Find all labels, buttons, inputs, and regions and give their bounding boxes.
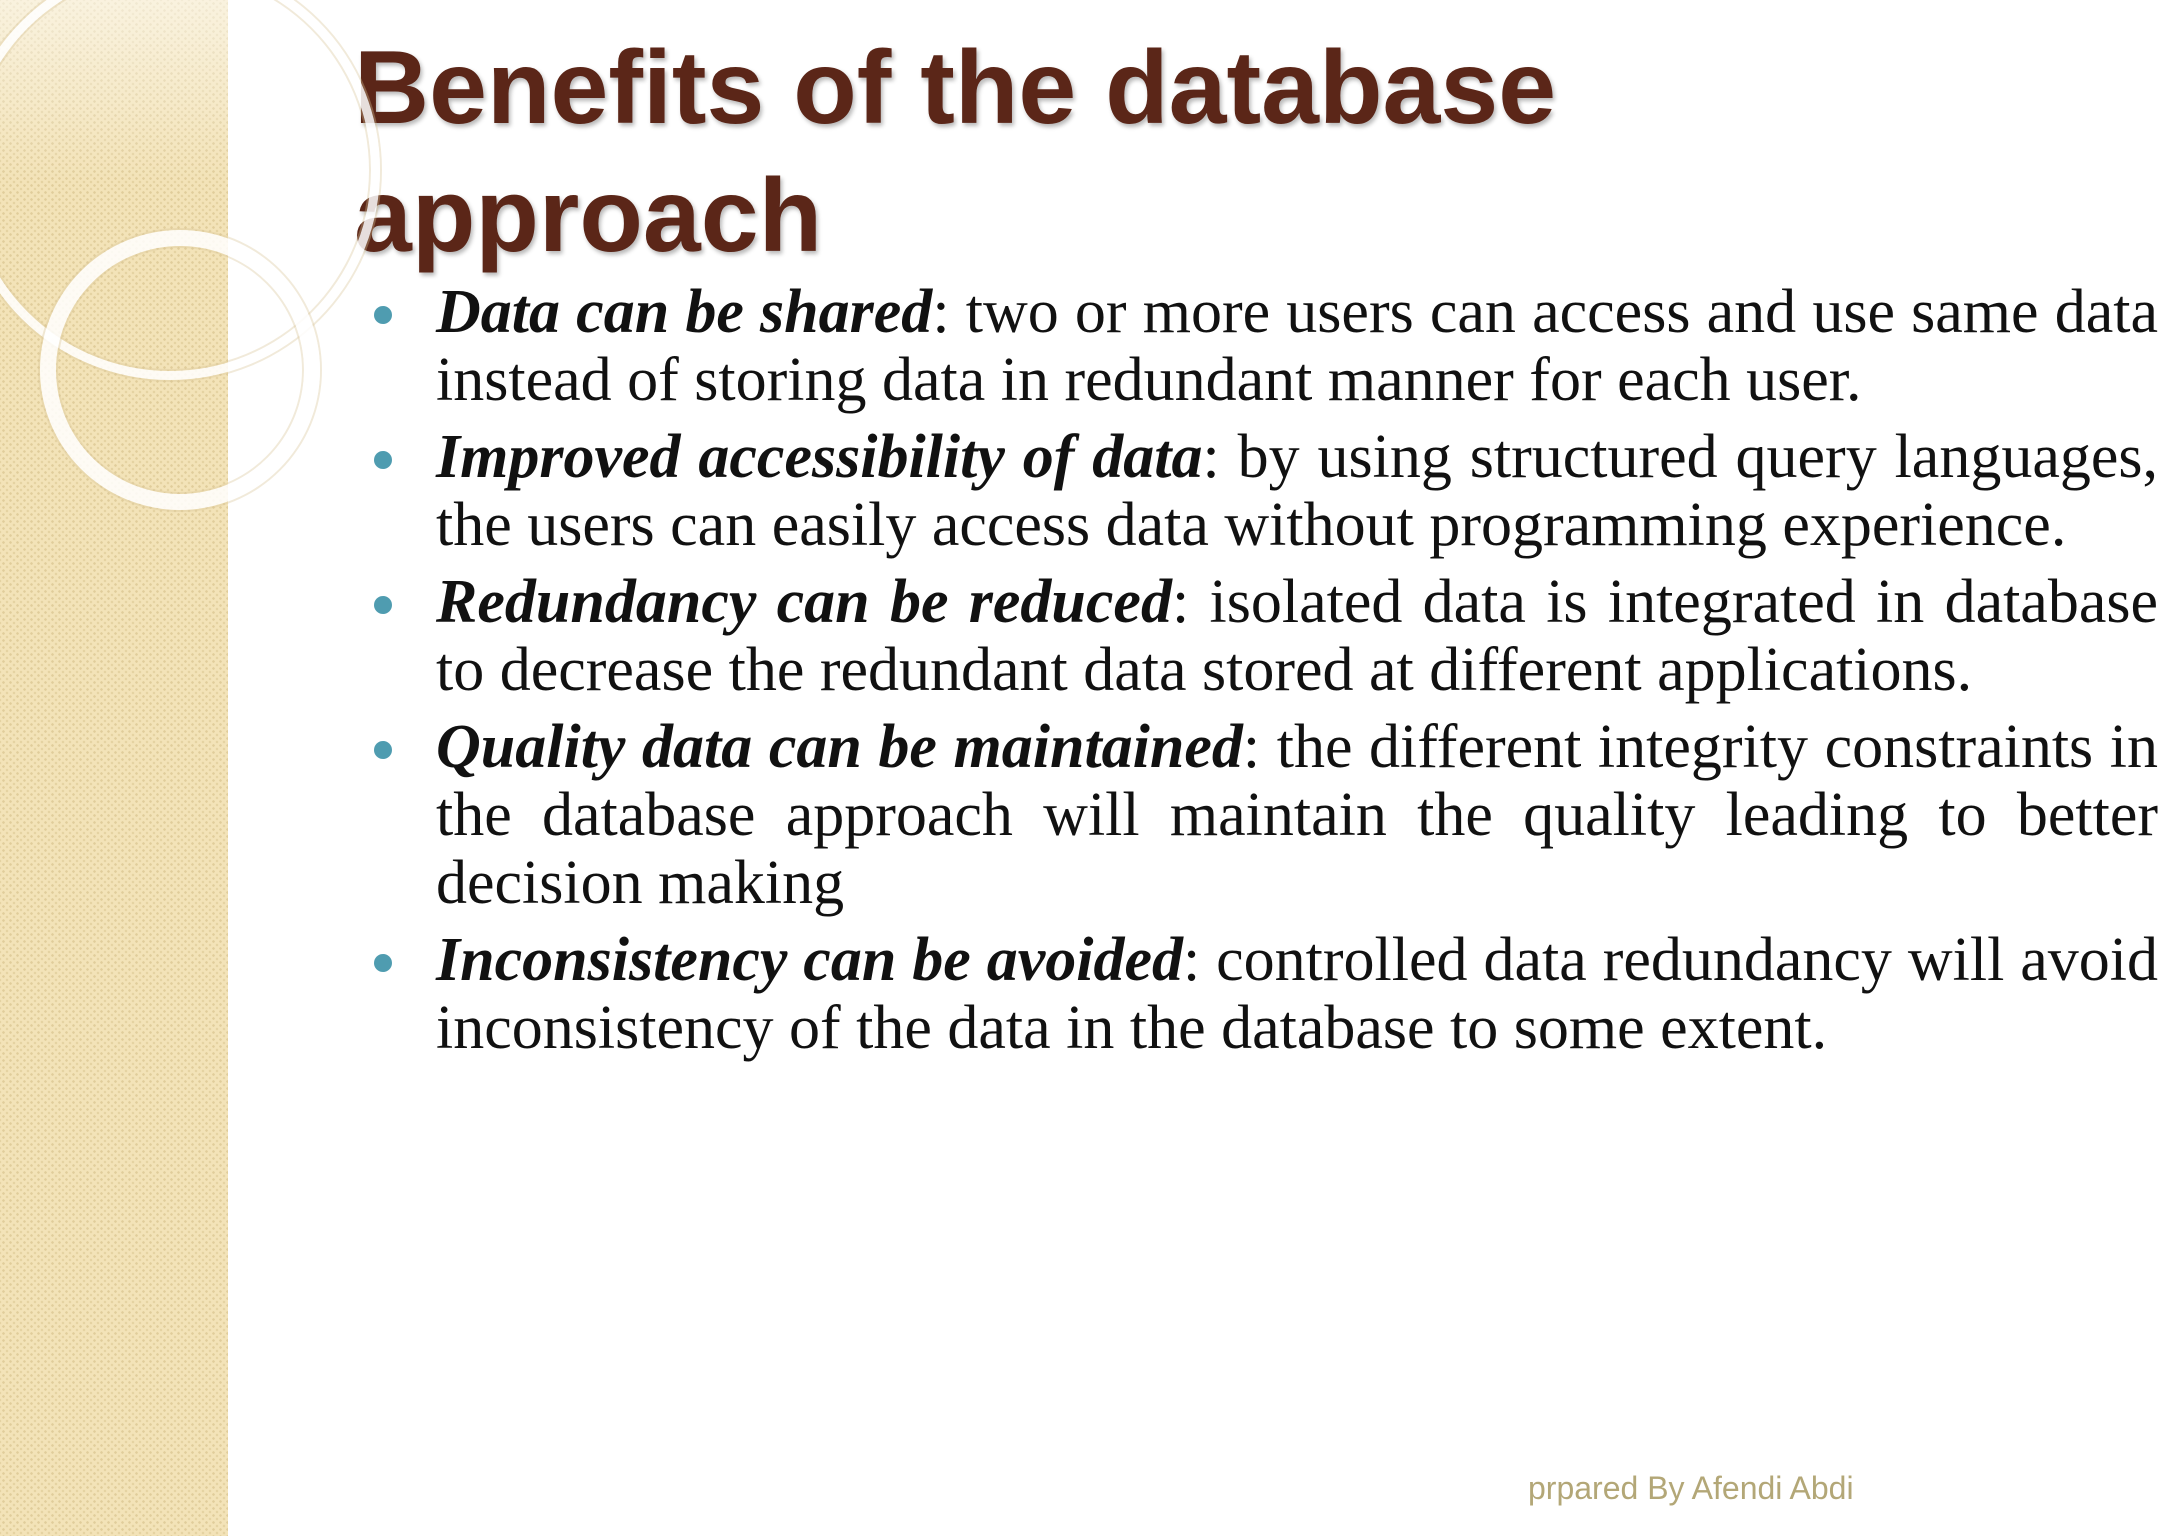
slide-footer: prpared By Afendi Abdi <box>1528 1470 1854 1506</box>
bullet-description: by using structured query languages, the users can easily access data without programming experience. <box>436 423 2158 559</box>
bullet-dot-icon <box>374 451 392 469</box>
bullet-separator: : <box>932 278 950 346</box>
bullet-item-inconsistency <box>368 926 2168 1062</box>
bullet-term: Data can be shared <box>436 278 933 346</box>
bullet-dot-icon <box>374 306 392 324</box>
bullet-separator: : <box>1242 713 1261 781</box>
bullet-term: Quality data can be maintained <box>436 713 1243 781</box>
bullet-text <box>436 713 2158 917</box>
bullet-item-quality <box>368 713 2168 917</box>
bullet-dot-icon <box>374 954 392 972</box>
bullet-text <box>436 926 2158 1062</box>
bullet-separator: : <box>1171 568 1190 636</box>
decorative-ring <box>40 230 320 510</box>
bullet-text <box>436 278 2158 414</box>
bullet-description: isolated data is integrated in database to decrease the redundant data stored at different applications. <box>436 568 2158 704</box>
bullet-description: controlled data redundancy will avoid inconsistency of the data in the database to some extent. <box>436 926 2158 1062</box>
content-panel <box>228 0 2158 1536</box>
bullet-list <box>368 278 2168 1071</box>
bullet-dot-icon <box>374 596 392 614</box>
bullet-dot-icon <box>374 741 392 759</box>
bullet-separator: : <box>1202 423 1220 491</box>
slide-title: Benefits of the database approach <box>354 30 1557 274</box>
bullet-text <box>436 423 2158 559</box>
bullet-term: Redundancy can be reduced <box>436 568 1172 636</box>
bullet-item-redundancy <box>368 568 2168 704</box>
bullet-item-data-shared <box>368 278 2168 414</box>
bullet-description: two or more users can access and use same data instead of storing data in redundant manner for each user. <box>436 278 2158 414</box>
bullet-description: the different integrity constraints in the database approach will maintain the quality leading to better decision making <box>436 713 2158 917</box>
bullet-term: Improved accessibility of data <box>436 423 1203 491</box>
bullet-separator: : <box>1182 926 1201 994</box>
bullet-text <box>436 568 2158 704</box>
bullet-item-accessibility <box>368 423 2168 559</box>
bullet-term: Inconsistency can be avoided <box>436 926 1183 994</box>
